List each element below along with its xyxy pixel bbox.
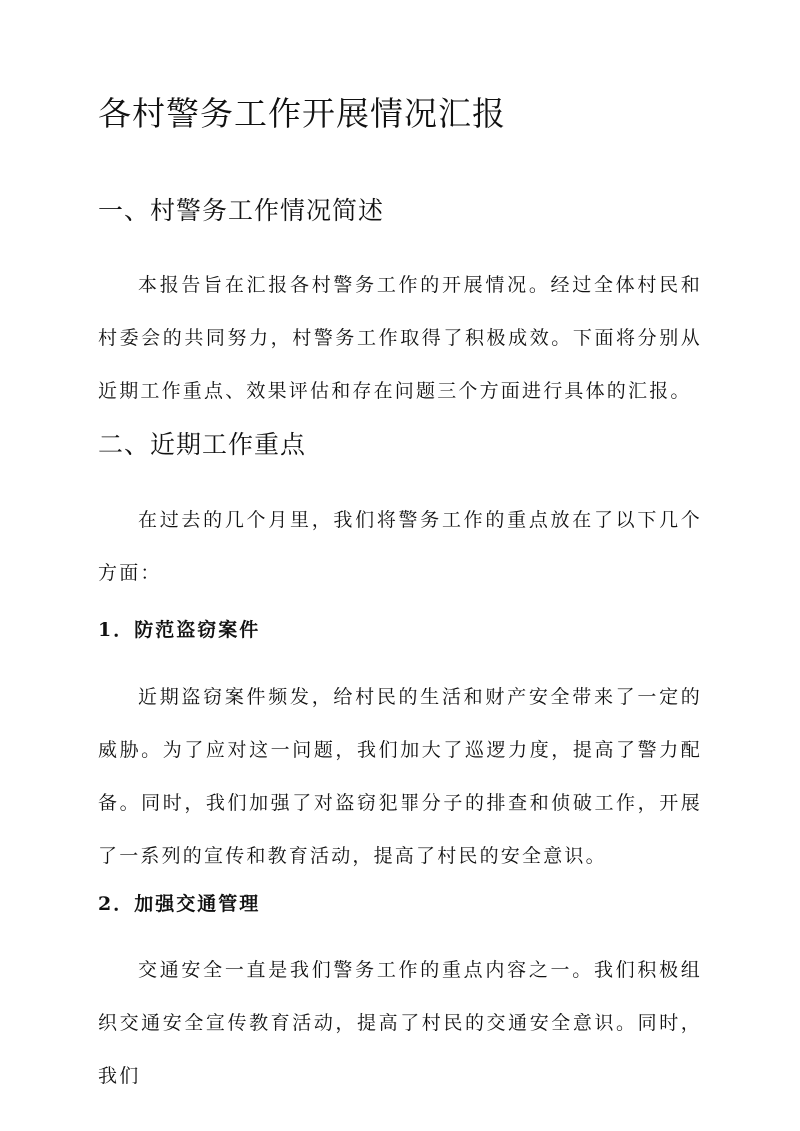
section-heading-overview: 一、村警务工作情况简述: [98, 196, 385, 225]
document-title: 各村警务工作开展情况汇报: [98, 94, 506, 133]
subsection-heading-traffic-management: 2．加强交通管理: [98, 893, 261, 915]
subsection-paragraph-traffic-management: 交通安全一直是我们警务工作的重点内容之一。我们积极组织交通安全宣传教育活动，提高了村民的交通安全意识。同时，我们: [98, 959, 702, 1087]
section-paragraph-priorities: 在过去的几个月里，我们将警务工作的重点放在了以下几个方面：: [98, 509, 702, 584]
subsection-paragraph-theft-prevention: 近期盗窃案件频发，给村民的生活和财产安全带来了一定的威胁。为了应对这一问题，我们加大了巡逻力度，提高了警力配备。同时，我们加强了对盗窃犯罪分子的排查和侦破工作，开展了一系列的宣传和教育活动，提高了村民的安全意识。: [98, 686, 702, 867]
section-heading-priorities: 二、近期工作重点: [98, 430, 307, 459]
section-paragraph-overview: 本报告旨在汇报各村警务工作的开展情况。经过全体村民和村委会的共同努力，村警务工作取得了积极成效。下面将分别从近期工作重点、效果评估和存在问题三个方面进行具体的汇报。: [98, 274, 702, 402]
subsection-heading-theft-prevention: 1．防范盗窃案件: [98, 619, 261, 641]
